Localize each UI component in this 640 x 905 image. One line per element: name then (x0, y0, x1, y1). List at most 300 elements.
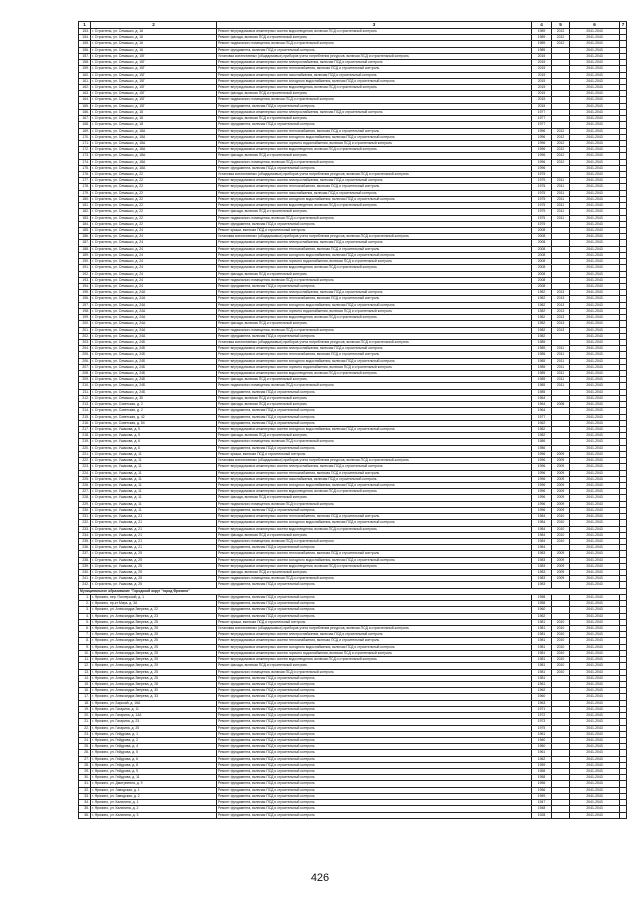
row-year-last-repair: 2010 (552, 619, 570, 625)
row-address: г. Строитель, ул. Семашко, д. 22 (91, 196, 217, 202)
row-year-built: 2008 (532, 240, 552, 246)
row-work-type: Установка коллективных (общедомовых) приборов учета потребления ресурсов, включая ПСД и строительный контроль (217, 234, 532, 240)
row-planned-period: 2041-2043 (570, 78, 620, 84)
row-planned-period: 2041-2043 (570, 644, 620, 650)
row-planned-period: 2041-2043 (570, 663, 620, 669)
row-planned-period: 2041-2043 (570, 122, 620, 128)
row-planned-period: 2041-2043 (570, 290, 620, 296)
row-number: 163. (79, 91, 91, 97)
row-address: г. Строитель, ул. Ушакова, д. 11 (91, 507, 217, 513)
row-work-type: Ремонт внутридомовых инженерных систем водоотведения, включая ПСД и строительный контроль (217, 84, 532, 90)
row-address: г. Строитель, ул. Семашко, д. 15Г (91, 60, 217, 66)
row-year-built: 1984 (532, 526, 552, 532)
row-address: г. Строитель, ул. Семашко, д. 24 (91, 246, 217, 252)
row-number: 223. (79, 464, 91, 470)
row-number: 24. (79, 737, 91, 743)
row-address: г. Строитель, ул. Советская, д. 42 (91, 414, 217, 420)
row-year-last-repair: 2009 (552, 476, 570, 482)
row-work-type: Ремонт внутридомовых инженерных систем теплоснабжения, включая ПСД и строительный контроль (217, 638, 532, 644)
row-number: 238. (79, 557, 91, 563)
row-number: 202. (79, 333, 91, 339)
row-year-built: 1977 (532, 109, 552, 115)
row-planned-period: 2041-2043 (570, 221, 620, 227)
row-year-built: 1996 (532, 458, 552, 464)
row-year-last-repair: 2012 (552, 153, 570, 159)
row-work-type: Ремонт внутридомовых инженерных систем горячего водоснабжения, включая ПСД и строительный контроль (217, 650, 532, 656)
row-address: г. Фрязино, ул. Александра Зверева, д. 25 (91, 626, 217, 632)
row-year-built: 1989 (532, 47, 552, 53)
row-year-built: 1956 (532, 787, 552, 793)
row-year-built: 1975 (532, 725, 552, 731)
row-work-type: Ремонт внутридомовых инженерных систем холодного водоснабжения, включая ПСД и строительный контроль (217, 358, 532, 364)
row-number: 12. (79, 663, 91, 669)
row-year-built: 2008 (532, 234, 552, 240)
row-address: г. Строитель, ул. Ушакова, д. 11 (91, 458, 217, 464)
row-year-built: 2015 (532, 60, 552, 66)
row-address: г. Строитель, ул. Семашко, д. 24Б (91, 364, 217, 370)
row-work-type: Ремонт внутридомовых инженерных систем водоотведения, включая ПСД и строительный контроль (217, 315, 532, 321)
row-number: 169. (79, 128, 91, 134)
row-year-built: 1977 (532, 116, 552, 122)
table-body (79, 22, 627, 819)
row-work-type: Ремонт внутридомовых инженерных систем холодного водоснабжения, включая ПСД и строительный контроль (217, 302, 532, 308)
row-work-type: Ремонт подвального помещения, включая ПСД и строительный контроль (217, 439, 532, 445)
row-work-type: Установка коллективных (общедомовых) приборов учета потребления ресурсов, включая ПСД и строительный контроль (217, 53, 532, 59)
row-year-built: 1989 (532, 35, 552, 41)
row-year-built: 1973 (532, 719, 552, 725)
row-year-built: 1982 (532, 433, 552, 439)
row-number: 4. (79, 613, 91, 619)
row-year-built: 1977 (532, 122, 552, 128)
row-year-last-repair: 2011 (552, 196, 570, 202)
row-address: г. Строитель, ул. Ушакова, д. 21 (91, 545, 217, 551)
row-planned-period: 2041-2043 (570, 632, 620, 638)
row-number: 207. (79, 364, 91, 370)
row-address: г. Строитель, ул. Семашко, д. 24 (91, 259, 217, 265)
row-number: 34. (79, 800, 91, 806)
row-year-built: 1996 (532, 476, 552, 482)
row-address: г. Строитель, ул. Семашко, д. 24А (91, 315, 217, 321)
row-planned-period: 2041-2043 (570, 619, 620, 625)
row-address: г. Строитель, ул. Ушакова, д. 6 (91, 439, 217, 445)
row-planned-period: 2041-2043 (570, 172, 620, 178)
row-number: 197. (79, 302, 91, 308)
row-work-type: Ремонт фундамента, включая ПСД и строительный контроль (217, 806, 532, 812)
row-address: г. Фрязино, ул. Калинина, д. 3 (91, 812, 217, 818)
row-work-type: Ремонт фундамента, включая ПСД и строительный контроль (217, 769, 532, 775)
row-work-type: Ремонт внутридомовых инженерных систем теплоснабжения, включая ПСД и строительный контроль (217, 514, 532, 520)
row-work-type: Ремонт внутридомовых инженерных систем электроснабжения, включая ПСД и строительный контроль (217, 464, 532, 470)
row-work-type: Ремонт подвального помещения, включая ПСД и строительный контроль (217, 501, 532, 507)
row-planned-period: 2041-2043 (570, 476, 620, 482)
row-year-built: 1971 (532, 706, 552, 712)
row-year-last-repair: 2009 (552, 458, 570, 464)
row-planned-period: 2041-2043 (570, 731, 620, 737)
row-number: 159. (79, 66, 91, 72)
row-year-last-repair: 2013 (552, 327, 570, 333)
row-number: 153. (79, 29, 91, 35)
row-year-built: 1982 (532, 296, 552, 302)
row-work-type: Ремонт внутридомовых инженерных систем электроснабжения, включая ПСД и строительный контроль (217, 109, 532, 115)
row-address: г. Строитель, ул. Советская, д. 2 (91, 408, 217, 414)
row-planned-period: 2041-2043 (570, 234, 620, 240)
row-year-built: 1984 (532, 538, 552, 544)
row-number: 166. (79, 109, 91, 115)
row-year-last-repair: 2011 (552, 377, 570, 383)
row-year-built: 1963 (532, 700, 552, 706)
row-number: 161. (79, 78, 91, 84)
row-year-built: 1986 (532, 439, 552, 445)
row-work-type: Ремонт подвального помещения, включая ПСД и строительный контроль (217, 97, 532, 103)
row-work-type: Ремонт фундамента, включая ПСД и строительный контроль (217, 545, 532, 551)
row-year-built: 1985 (532, 364, 552, 370)
row-planned-period: 2041-2043 (570, 427, 620, 433)
row-blank (620, 812, 627, 818)
row-number: 11. (79, 657, 91, 663)
row-year-last-repair: 2010 (552, 538, 570, 544)
row-address: г. Строитель, ул. Семашко, д. 18А (91, 140, 217, 146)
row-address: г. Фрязино, ул. Александра Зверева, д. 30 (91, 688, 217, 694)
row-year-built: 1977 (532, 414, 552, 420)
row-year-built: 1975 (532, 190, 552, 196)
row-planned-period: 2041-2043 (570, 420, 620, 426)
row-year-last-repair: 2011 (552, 358, 570, 364)
row-year-last-repair: 2009 (552, 557, 570, 563)
row-address: г. Строитель, ул. Семашко, д. 24Б (91, 346, 217, 352)
row-year-last-repair: 2009 (552, 464, 570, 470)
row-year-built: 1928 (532, 812, 552, 818)
row-planned-period: 2041-2043 (570, 371, 620, 377)
row-year-built: 1996 (532, 153, 552, 159)
row-year-last-repair: 2010 (552, 657, 570, 663)
row-address: г. Фрязино, ул. Барский, д. 16А (91, 700, 217, 706)
row-work-type: Ремонт внутридомовых инженерных систем электроснабжения, включая ПСД и строительный контроль (217, 240, 532, 246)
row-address: г. Строитель, ул. Семашко, д. 24 (91, 265, 217, 271)
row-year-built: 2008 (532, 271, 552, 277)
row-work-type: Ремонт внутридомовых инженерных систем электроснабжения, включая ПСД и строительный контроль (217, 178, 532, 184)
row-number: 210. (79, 383, 91, 389)
row-work-type: Ремонт внутридомовых инженерных систем теплоснабжения, включая ПСД и строительный контроль (217, 470, 532, 476)
row-planned-period: 2041-2043 (570, 196, 620, 202)
row-number: 220. (79, 445, 91, 451)
row-address: г. Строитель, ул. Семашко, д. 24А (91, 327, 217, 333)
row-address: г. Фрязино, пер. Пионерский, д. 1 (91, 594, 217, 600)
row-year-built: 1996 (532, 501, 552, 507)
row-number: 175. (79, 165, 91, 171)
row-year-last-repair: 2011 (552, 364, 570, 370)
row-planned-period: 2041-2043 (570, 41, 620, 47)
row-address: г. Строитель, ул. Ушакова, д. 21 (91, 514, 217, 520)
row-work-type: Ремонт внутридомовых инженерных систем водоотведения, включая ПСД и строительный контроль (217, 489, 532, 495)
row-planned-period: 2041-2043 (570, 184, 620, 190)
row-number: 17. (79, 694, 91, 700)
row-number: 6. (79, 626, 91, 632)
row-number: 154. (79, 35, 91, 41)
row-address: г. Строитель, ул. Семашко, д. 15Г (91, 66, 217, 72)
row-planned-period: 2041-2043 (570, 482, 620, 488)
row-work-type: Ремонт фасада, включая ПСД и строительный контроль (217, 321, 532, 327)
row-year-last-repair: 2012 (552, 35, 570, 41)
row-planned-period: 2041-2043 (570, 228, 620, 234)
row-address: г. Строитель, ул. Ушакова, д. 5 (91, 433, 217, 439)
row-address: г. Строитель, ул. Семашко, д. 22 (91, 172, 217, 178)
row-year-built: 1972 (532, 713, 552, 719)
row-planned-period: 2041-2043 (570, 737, 620, 743)
row-address: г. Фрязино, ул. Дмитриевна, д. 9 (91, 781, 217, 787)
row-year-built: 1996 (532, 128, 552, 134)
row-year-last-repair: 2010 (552, 650, 570, 656)
row-work-type: Ремонт внутридомовых инженерных систем холодного водоснабжения, включая ПСД и строительный контроль (217, 252, 532, 258)
row-planned-period: 2041-2043 (570, 389, 620, 395)
row-work-type: Ремонт фундамента, включая ПСД и строительный контроль (217, 165, 532, 171)
row-planned-period: 2041-2043 (570, 209, 620, 215)
row-number: 224. (79, 470, 91, 476)
row-year-last-repair: 2013 (552, 296, 570, 302)
row-address: г. Строитель, ул. Ушакова, д. 21 (91, 532, 217, 538)
row-year-built: 1996 (532, 495, 552, 501)
row-address: г. Фрязино, ул. Гейдрова, д. 2 (91, 737, 217, 743)
row-planned-period: 2041-2043 (570, 283, 620, 289)
row-year-last-repair: 2011 (552, 203, 570, 209)
row-address: г. Фрязино, ул. Александра Зверева, д. 25 (91, 638, 217, 644)
row-work-type: Ремонт внутридомовых инженерных систем электроснабжения, включая ПСД и строительный контроль (217, 632, 532, 638)
row-planned-period: 2041-2043 (570, 694, 620, 700)
row-year-built: 1981 (532, 650, 552, 656)
row-planned-period: 2041-2043 (570, 240, 620, 246)
row-year-built: 1961 (532, 731, 552, 737)
row-planned-period: 2041-2043 (570, 812, 620, 818)
row-address: г. Фрязино, ул. Гейдрова, д. 6 (91, 756, 217, 762)
row-work-type: Ремонт внутридомовых инженерных систем водоотведения, включая ПСД и строительный контроль (217, 265, 532, 271)
row-year-built: 1962 (532, 613, 552, 619)
row-planned-period: 2041-2043 (570, 327, 620, 333)
row-work-type: Ремонт фундамента, включая ПСД и строительный контроль (217, 719, 532, 725)
row-year-last-repair: 2009 (552, 501, 570, 507)
row-planned-period: 2041-2043 (570, 451, 620, 457)
row-work-type: Ремонт фасада, включая ПСД и строительный контроль (217, 663, 532, 669)
row-address: г. Строитель, ул. Семашко, д. 18А (91, 147, 217, 153)
row-year-last-repair: 2012 (552, 147, 570, 153)
row-number: 170. (79, 134, 91, 140)
row-planned-period: 2041-2043 (570, 613, 620, 619)
row-planned-period: 2041-2043 (570, 495, 620, 501)
row-number: 20. (79, 713, 91, 719)
row-number: 215. (79, 414, 91, 420)
row-year-built: 2015 (532, 91, 552, 97)
row-work-type: Ремонт фасада, включая ПСД и строительный контроль (217, 570, 532, 576)
row-address: г. Фрязино, ул. Гейдрова, д. 4 (91, 744, 217, 750)
row-year-built: 1996 (532, 134, 552, 140)
row-planned-period: 2041-2043 (570, 706, 620, 712)
row-work-type: Ремонт фундамента, включая ПСД и строительный контроль (217, 700, 532, 706)
row-planned-period: 2041-2043 (570, 259, 620, 265)
row-year-last-repair: 2009 (552, 482, 570, 488)
row-number: 23. (79, 731, 91, 737)
row-number: 203. (79, 339, 91, 345)
row-work-type: Ремонт фасада, включая ПСД и строительный контроль (217, 495, 532, 501)
row-work-type: Ремонт фундамента, включая ПСД и строительный контроль (217, 594, 532, 600)
row-address: г. Фрязино, пр-кт Мира, д. 3А (91, 601, 217, 607)
row-work-type: Ремонт фундамента, включая ПСД и строительный контроль (217, 507, 532, 513)
row-number: 192. (79, 271, 91, 277)
row-planned-period: 2041-2043 (570, 601, 620, 607)
row-address: г. Строитель, ул. Семашко, д. 24 (91, 277, 217, 283)
row-planned-period: 2041-2043 (570, 775, 620, 781)
header-col-1: 1 (79, 22, 91, 29)
row-address: г. Строитель, ул. Семашко, д. 30 (91, 395, 217, 401)
row-number: 9. (79, 644, 91, 650)
row-number: 157. (79, 53, 91, 59)
row-number: 168. (79, 122, 91, 128)
row-planned-period: 2041-2043 (570, 358, 620, 364)
row-number: 190. (79, 259, 91, 265)
row-work-type: Ремонт фасада, включая ПСД и строительный контроль (217, 209, 532, 215)
row-address: г. Строитель, ул. Семашко, д. 24 (91, 234, 217, 240)
row-number: 29. (79, 769, 91, 775)
row-year-built: 1982 (532, 308, 552, 314)
row-work-type: Ремонт крыши, включая ПСД и строительный контроль (217, 451, 532, 457)
row-work-type: Установка коллективных (общедомовых) приборов учета потребления ресурсов, включая ПСД и строительный контроль (217, 172, 532, 178)
row-year-last-repair: 2011 (552, 383, 570, 389)
row-work-type: Ремонт внутридомовых инженерных систем водоотведения, включая ПСД и строительный контроль (217, 29, 532, 35)
row-address: г. Строитель, ул. Семашко, д. 24А (91, 296, 217, 302)
row-year-built: 1981 (532, 675, 552, 681)
row-number: 182. (79, 209, 91, 215)
row-planned-period: 2041-2043 (570, 97, 620, 103)
row-work-type: Ремонт внутридомовых инженерных систем водоотведения, включая ПСД и строительный контроль (217, 657, 532, 663)
row-year-built: 2015 (532, 53, 552, 59)
row-work-type: Ремонт фундамента, включая ПСД и строительный контроль (217, 800, 532, 806)
row-year-last-repair: 2009 (552, 507, 570, 513)
row-work-type: Ремонт подвального помещения, включая ПСД и строительный контроль (217, 538, 532, 544)
row-planned-period: 2041-2043 (570, 277, 620, 283)
row-year-built: 2008 (532, 252, 552, 258)
row-work-type: Ремонт фундамента, включая ПСД и строительный контроль (217, 582, 532, 588)
row-number: 228. (79, 495, 91, 501)
row-work-type: Ремонт фасада, включая ПСД и строительный контроль (217, 271, 532, 277)
row-number: 14. (79, 675, 91, 681)
row-year-built: 1982 (532, 302, 552, 308)
row-year-last-repair: 2009 (552, 495, 570, 501)
row-planned-period: 2041-2043 (570, 265, 620, 271)
row-number: 15. (79, 681, 91, 687)
row-year-built: 1981 (532, 657, 552, 663)
row-number: 10. (79, 650, 91, 656)
row-planned-period: 2041-2043 (570, 178, 620, 184)
row-address: г. Строитель, ул. Семашко, д. 15Г (91, 53, 217, 59)
row-address: г. Строитель, ул. Семашко, д. 18 (91, 109, 217, 115)
row-number: 1. (79, 594, 91, 600)
row-year-built: 1947 (532, 800, 552, 806)
row-year-built: 1986 (532, 445, 552, 451)
row-year-last-repair: 2013 (552, 315, 570, 321)
row-planned-period: 2041-2043 (570, 800, 620, 806)
row-year-built: 1996 (532, 464, 552, 470)
row-planned-period: 2041-2043 (570, 215, 620, 221)
row-planned-period: 2041-2043 (570, 296, 620, 302)
row-number: 231. (79, 514, 91, 520)
row-work-type: Ремонт внутридомовых инженерных систем холодного водоснабжения, включая ПСД и строительный контроль (217, 557, 532, 563)
row-number: 5. (79, 619, 91, 625)
row-work-type: Ремонт фасада, включая ПСД и строительный контроль (217, 153, 532, 159)
row-work-type: Ремонт внутридомовых инженерных систем теплоснабжения, включая ПСД и строительный контроль (217, 352, 532, 358)
row-number: 201. (79, 327, 91, 333)
row-work-type: Ремонт фундамента, включая ПСД и строительный контроль (217, 706, 532, 712)
row-year-built: 1996 (532, 451, 552, 457)
row-planned-period: 2041-2043 (570, 29, 620, 35)
row-year-built: 2015 (532, 72, 552, 78)
row-work-type: Ремонт внутридомовых инженерных систем электроснабжения, включая ПСД и строительный контроль (217, 346, 532, 352)
row-year-last-repair: 2012 (552, 134, 570, 140)
row-number: 177. (79, 178, 91, 184)
row-number: 240. (79, 570, 91, 576)
row-year-built: 1975 (532, 209, 552, 215)
row-address: г. Строитель, ул. Семашко, д. 18А (91, 159, 217, 165)
row-planned-period: 2041-2043 (570, 713, 620, 719)
row-number: 173. (79, 153, 91, 159)
row-year-built: 1985 (532, 377, 552, 383)
row-year-built: 1958 (532, 769, 552, 775)
row-address: г. Строитель, ул. Семашко, д. 24Б (91, 389, 217, 395)
row-work-type: Ремонт фундамента, включая ПСД и строительный контроль (217, 408, 532, 414)
row-planned-period: 2041-2043 (570, 781, 620, 787)
row-year-built: 1996 (532, 482, 552, 488)
row-address: г. Фрязино, ул. Гагарина, д. 14А (91, 713, 217, 719)
row-number: 7. (79, 632, 91, 638)
row-number: 214. (79, 408, 91, 414)
row-work-type: Ремонт фундамента, включая ПСД и строительный контроль (217, 793, 532, 799)
row-number: 225. (79, 476, 91, 482)
row-address: г. Строитель, ул. Семашко, д. 24 (91, 240, 217, 246)
row-year-built: 1964 (532, 395, 552, 401)
row-planned-period: 2041-2043 (570, 153, 620, 159)
row-work-type: Ремонт фасада, включая ПСД и строительный контроль (217, 91, 532, 97)
row-address: г. Строитель, ул. Семашко, д. 18А (91, 134, 217, 140)
row-address: г. Фрязино, ул. Гейдрова, д. 1 (91, 731, 217, 737)
row-number: 222. (79, 458, 91, 464)
row-work-type: Ремонт внутридомовых инженерных систем газоснабжения, включая ПСД и строительный контроль (217, 476, 532, 482)
row-work-type: Ремонт внутридомовых инженерных систем горячего водоснабжения, включая ПСД и строительный контроль (217, 308, 532, 314)
row-year-built: 1996 (532, 489, 552, 495)
row-year-built: 1982 (532, 315, 552, 321)
row-planned-period: 2041-2043 (570, 626, 620, 632)
row-year-last-repair: 2011 (552, 371, 570, 377)
row-planned-period: 2041-2043 (570, 650, 620, 656)
row-year-built: 1989 (532, 29, 552, 35)
row-address: г. Строитель, ул. Семашко, д. 24Б (91, 377, 217, 383)
row-address: г. Строитель, ул. Ушакова, д. 11 (91, 482, 217, 488)
row-planned-period: 2041-2043 (570, 252, 620, 258)
row-year-last-repair: 2009 (552, 451, 570, 457)
row-address: г. Строитель, ул. Семашко, д. 24А (91, 333, 217, 339)
row-planned-period: 2041-2043 (570, 538, 620, 544)
row-planned-period: 2041-2043 (570, 607, 620, 613)
row-work-type: Ремонт фундамента, включая ПСД и строительный контроль (217, 694, 532, 700)
row-year-built: 1982 (532, 327, 552, 333)
row-year-last-repair: 2013 (552, 321, 570, 327)
row-address: г. Строитель, ул. Семашко, д. 24 (91, 252, 217, 258)
row-number: 180. (79, 196, 91, 202)
row-year-built: 1996 (532, 159, 552, 165)
row-work-type: Ремонт фундамента, включая ПСД и строительный контроль (217, 681, 532, 687)
row-planned-period: 2041-2043 (570, 719, 620, 725)
row-planned-period: 2041-2043 (570, 134, 620, 140)
row-year-built: 2015 (532, 103, 552, 109)
row-address: г. Строитель, ул. Семашко, д. 24А (91, 321, 217, 327)
row-year-built: 1962 (532, 756, 552, 762)
row-year-built: 2008 (532, 277, 552, 283)
row-address: г. Строитель, ул. Ушакова, д. 25 (91, 576, 217, 582)
